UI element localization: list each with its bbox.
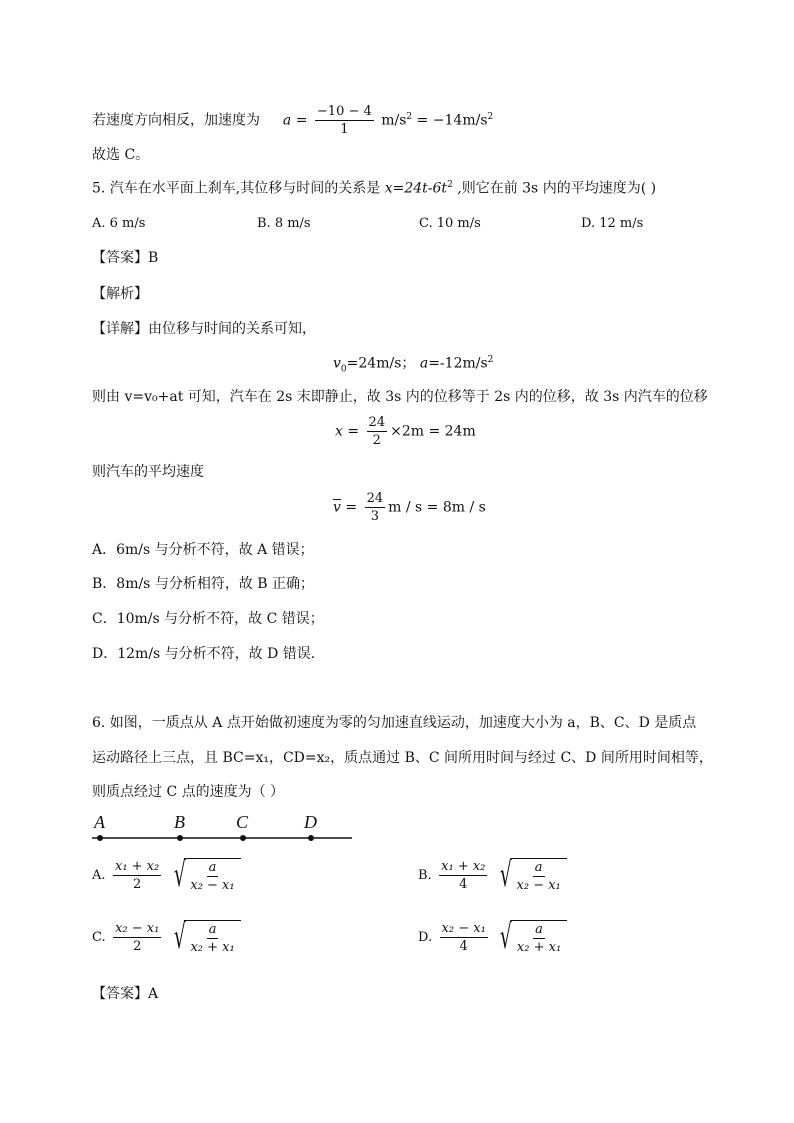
q5-option-a: A. 6 m/s	[92, 216, 146, 231]
q6-option-c: C. $\frac{\text{x₂ − x₁}}{2}$ √ $\frac{a}{\text{x₂ + x₁}}$	[92, 920, 241, 954]
q6-stem-line1: 6. 如图，一质点从 A 点开始做初速度为零的匀加速直线运动，加速度大小为 a，B、C、D 是质点	[92, 715, 697, 731]
q5-reason-a: A．6m/s 与分析不符，故 A 错误；	[92, 542, 314, 558]
sqrt-icon: √	[499, 855, 512, 895]
q5-then-text: 则由 v=v₀+at 可知，汽车在 2s 末即静止，故 3s 内的位移等于 2s 内的位移，故 3s 内汽车的位移	[92, 389, 708, 405]
q5-detail: 【详解】由位移与时间的关系可知，	[92, 321, 316, 337]
point-a-dot	[97, 835, 103, 841]
accel-line: 若速度方向相反，加速度为 a = $\frac{-10 - 4}{1}$ $m/s^2 = -14m/s^2$	[92, 104, 494, 137]
q5-reason-d: D．12m/s 与分析不符，故 D 错误．	[92, 646, 325, 662]
q6-path-diagram	[90, 810, 360, 850]
sqrt-icon: √	[173, 855, 186, 895]
q5-reason-b: B．8m/s 与分析相符，故 B 正确；	[92, 576, 315, 592]
point-a-label: A	[94, 812, 105, 832]
point-b-label: B	[174, 812, 185, 832]
q5-stem: 5. 汽车在水平面上刹车,其位移与时间的关系是 $x=24t-6t^2$ ,则它在前 3s 内的平均速度为( )	[92, 180, 657, 197]
q5-displacement-eq: x = $\frac{24}{2}$ ×2m = 24m	[335, 415, 476, 448]
q5-avg-velocity-eq: $\overline{v}$ = $\frac{24}{3}$ m / s = 8m / s	[333, 491, 486, 524]
q6-option-d: D. $\frac{\text{x₂ − x₁}}{4}$ √ $\frac{a}{\text{x₂ + x₁}}$	[418, 920, 567, 954]
point-d-dot	[308, 835, 314, 841]
q5-analysis-label: 【解析】	[92, 286, 148, 302]
point-c-label: C	[236, 812, 249, 832]
q6-stem-line2: 运动路径上三点，且 BC=x₁，CD=x₂，质点通过 B、C 间所用时间与经过 C、D 间所用时间相等，	[92, 750, 713, 766]
q6-option-a: A. $\frac{\text{x₁ + x₂}}{2}$ √ $\frac{a}{\text{x₂ − x₁}}$	[92, 858, 241, 892]
point-d-label: D	[304, 812, 317, 832]
point-b-dot	[177, 835, 183, 841]
accel-fraction: $\frac{-10 - 4}{1}$	[316, 104, 372, 137]
q6-stem-line3: 则质点经过 C 点的速度为（ ）	[92, 784, 285, 800]
sqrt-icon: √	[173, 917, 186, 957]
q5-option-b: B. 8 m/s	[257, 216, 311, 231]
q6-option-b: B. $\frac{\text{x₁ + x₂}}{4}$ √ $\frac{a}{\text{x₂ − x₁}}$	[418, 858, 567, 892]
q5-given-values: $v_0=24m/s$； $a=-12m/s^2$	[333, 355, 494, 375]
q5-answer: 【答案】B	[92, 250, 159, 266]
q5-option-c: C. 10 m/s	[419, 216, 481, 231]
q6-answer: 【答案】A	[92, 986, 159, 1002]
choose-c-line: 故选 C。	[92, 147, 150, 163]
q5-option-d: D. 12 m/s	[581, 216, 644, 231]
q5-avg-text: 则汽车的平均速度	[92, 464, 204, 480]
point-c-dot	[240, 835, 246, 841]
sqrt-icon: √	[500, 917, 513, 957]
q5-reason-c: C．10m/s 与分析不符，故 C 错误；	[92, 611, 324, 627]
